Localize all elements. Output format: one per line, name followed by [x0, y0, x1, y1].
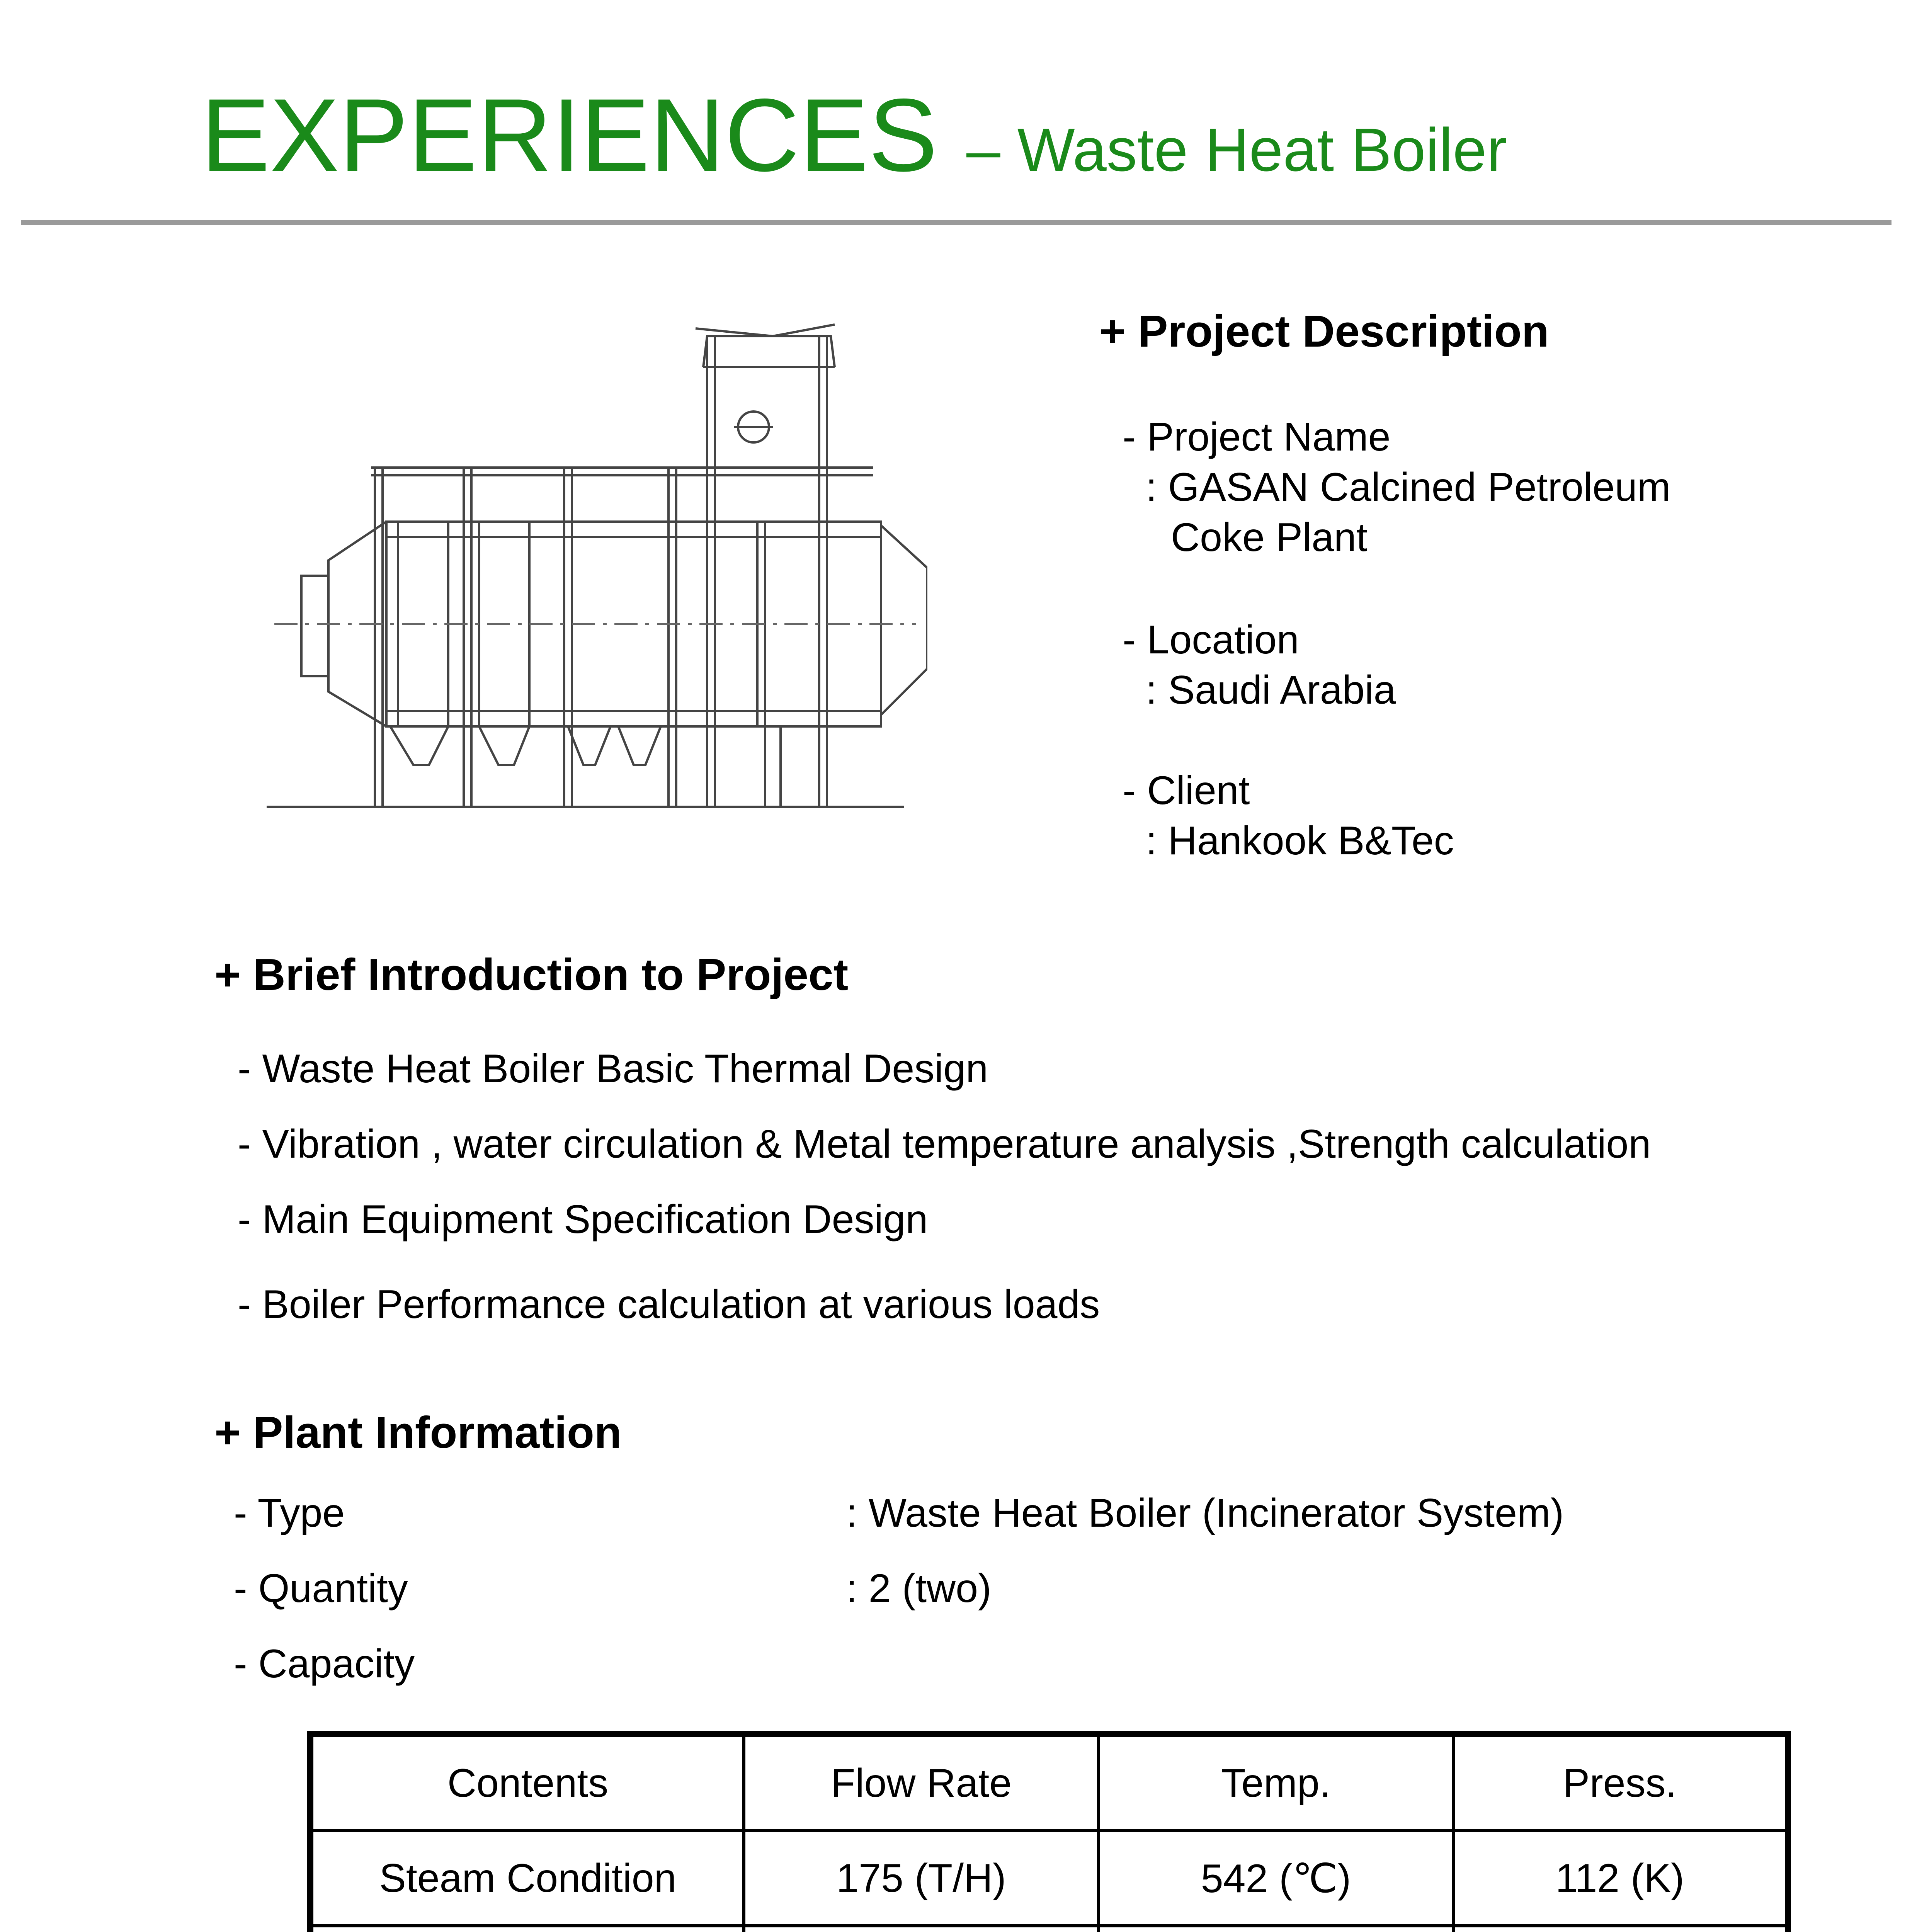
brief-intro-item: - Vibration , water circulation & Metal temperature analysis ,Strength calculation — [238, 1122, 1651, 1167]
project-name-value-line1: : GASAN Calcined Petroleum — [1146, 465, 1671, 510]
quantity-value: : 2 (two) — [846, 1566, 992, 1611]
client-value: : Hankook B&Tec — [1146, 818, 1454, 863]
project-name-value-line2: Coke Plant — [1171, 515, 1368, 560]
table-header-cell: Flow Rate — [744, 1734, 1099, 1831]
project-name-label: - Project Name — [1123, 415, 1391, 459]
table-cell: 112 (K) — [1453, 1831, 1788, 1926]
project-description-heading: + Project Description — [1099, 306, 1549, 356]
title-main-text: EXPERIENCES — [201, 77, 938, 193]
brief-intro-item: - Boiler Performance calculation at various loads — [238, 1282, 1100, 1327]
table-header-cell: Temp. — [1099, 1734, 1453, 1831]
page-title — [201, 77, 1507, 193]
title-subtitle: – Waste Heat Boiler — [966, 116, 1507, 184]
brief-intro-item: - Main Equipment Specification Design — [238, 1197, 928, 1242]
header-divider — [21, 220, 1891, 225]
table-cell — [310, 1926, 744, 1932]
table-row — [310, 1926, 1788, 1932]
table-row — [310, 1831, 1788, 1926]
capacity-table — [307, 1731, 1791, 1932]
table-cell — [1453, 1926, 1788, 1932]
plant-info-heading: + Plant Information — [214, 1407, 622, 1458]
location-value: : Saudi Arabia — [1146, 668, 1396, 713]
quantity-label: - Quantity — [234, 1566, 408, 1611]
capacity-label: - Capacity — [234, 1641, 415, 1686]
table-header-row — [310, 1734, 1788, 1831]
brief-intro-item: - Waste Heat Boiler Basic Thermal Design — [238, 1046, 988, 1091]
table-cell: Steam Condition — [310, 1831, 744, 1926]
table-cell — [744, 1926, 1099, 1932]
brief-intro-heading: + Brief Introduction to Project — [214, 949, 849, 1000]
table-header-cell: Press. — [1453, 1734, 1788, 1831]
table-header-cell: Contents — [310, 1734, 744, 1831]
type-label: - Type — [234, 1491, 345, 1536]
boiler-elevation-drawing — [263, 321, 927, 823]
table-cell — [1099, 1926, 1453, 1932]
location-label: - Location — [1123, 617, 1299, 662]
client-label: - Client — [1123, 768, 1250, 813]
type-value: : Waste Heat Boiler (Incinerator System) — [846, 1491, 1564, 1536]
table-cell: 542 (℃) — [1099, 1831, 1453, 1926]
table-cell: 175 (T/H) — [744, 1831, 1099, 1926]
